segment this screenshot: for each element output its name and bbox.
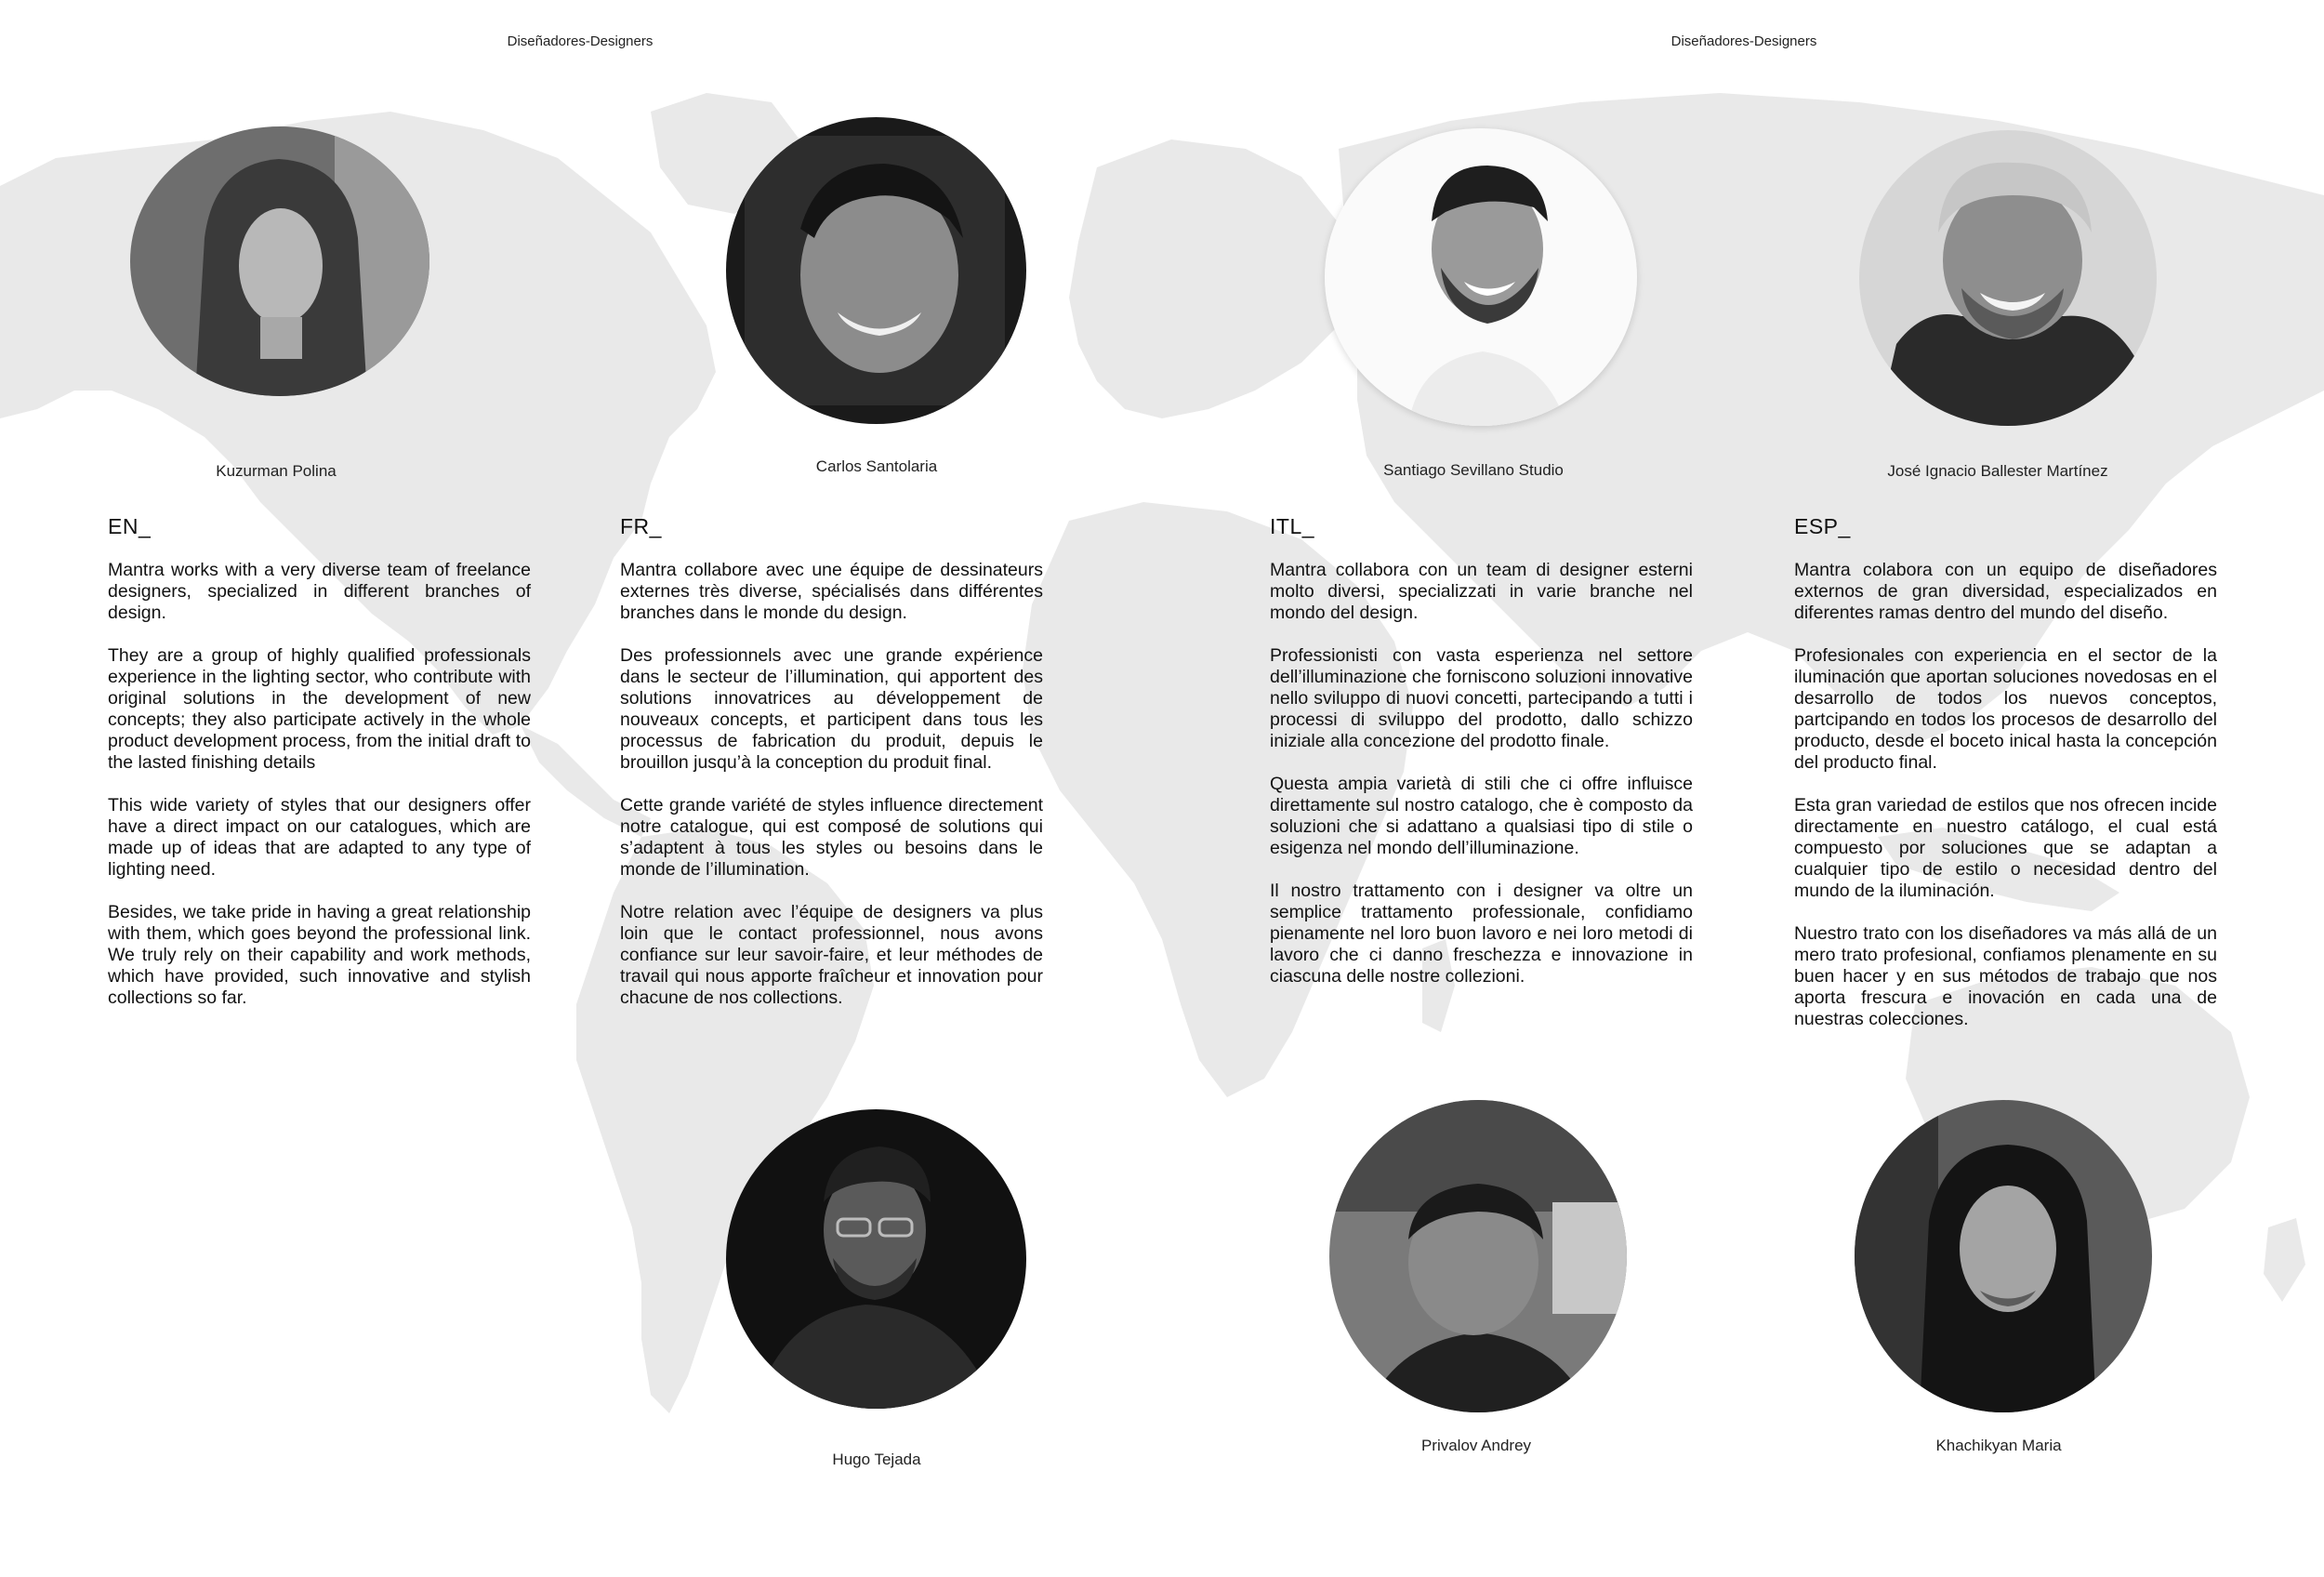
- section-heading-fr: FR_: [620, 514, 662, 538]
- designer-photo-santiago-sevillano: [1325, 128, 1637, 426]
- designer-name-khachikyan-maria: Khachikyan Maria: [1935, 1437, 2062, 1454]
- section-heading-esp: ESP_: [1794, 514, 1851, 538]
- paragraph: Besides, we take pride in having a great relationship with them, which goes beyond the professional link. We truly rely on their capability and work methods, which have provided, such innovative and stylish collections so far.: [108, 902, 531, 1008]
- designer-name-kuzurman-polina: Kuzurman Polina: [216, 462, 337, 480]
- paragraph: Mantra collabore avec une équipe de dessinateurs externes très diverse, spécialisés dans différentes branches dans le monde du design.: [620, 560, 1043, 623]
- designer-photo-hugo-tejada: [726, 1109, 1026, 1409]
- paragraph: Profesionales con experiencia en el sector de la iluminación que aportan soluciones novedosas en el desarrollo de todos los nuevos conceptos, partcipando en todos los procesos de desarrollo del producto, desde el boceto inical hasta la concepción del producto final.: [1794, 645, 2217, 773]
- paragraph: Questa ampia varietà di stili che ci offre influisce direttamente sul nostro catalogo, che è composto da soluzioni che si adattano a qualsiasi tipo di stile o esigenza nel mondo dell’illuminazione.: [1270, 774, 1693, 858]
- designer-name-privalov-andrey: Privalov Andrey: [1420, 1437, 1532, 1454]
- paragraph: Des professionnels avec une grande expérience dans le secteur de l’illumination, qui apportent des solutions innovatrices au développement de nouveaux concepts, et participent dans tous les processus de fabrication du produit, depuis le brouillon jusqu’à la conception du produit final.: [620, 645, 1043, 773]
- designer-photo-jose-ignacio-ballester: [1859, 130, 2157, 426]
- paragraph: Nuestro trato con los diseñadores va más allá de un mero trato profesional, confiamos plenamente en su buen hacer y en sus métodos de trabajo que nos aporta frescura e inovación en cada una de nuestras colecciones.: [1794, 923, 2217, 1029]
- paragraph: Mantra colabora con un equipo de diseñadores externos de gran diversidad, especializados en diferentes ramas dentro del mundo del diseño.: [1794, 560, 2217, 623]
- paragraph: Cette grande variété de styles influence directement notre catalogue, qui est composé de solutions qui s’adaptent à tous les styles ou besoins dans le monde de l’illumination.: [620, 795, 1043, 880]
- designer-name-carlos-santolaria: Carlos Santolaria: [815, 457, 938, 475]
- section-heading-itl: ITL_: [1270, 514, 1315, 538]
- page-header-left: Diseñadores-Designers: [507, 33, 654, 49]
- designer-name-hugo-tejada: Hugo Tejada: [832, 1451, 921, 1468]
- paragraph: This wide variety of styles that our designers offer have a direct impact on our catalogues, which are made up of ideas that are adapted to any type of lighting need.: [108, 795, 531, 880]
- section-fr: [620, 514, 1043, 1030]
- designer-photo-khachikyan-maria: [1855, 1100, 2152, 1412]
- paragraph: They are a group of highly qualified professionals experience in the lighting sector, who contribute with original solutions in the development of new concepts; they also participate actively in the whole product development process, from the initial draft to the lasted finishing details: [108, 645, 531, 773]
- designer-name-santiago-sevillano: Santiago Sevillano Studio: [1383, 461, 1564, 479]
- section-heading-en: EN_: [108, 514, 152, 538]
- designer-photo-privalov-andrey: [1329, 1100, 1627, 1412]
- page-header-right: Diseñadores-Designers: [1670, 33, 1817, 49]
- section-itl: [1270, 514, 1693, 1009]
- designer-photo-carlos-santolaria: [726, 117, 1026, 424]
- paragraph: Mantra works with a very diverse team of freelance designers, specialized in different branches of design.: [108, 560, 531, 623]
- paragraph: Notre relation avec l’équipe de designers va plus loin que le contact professionnel, nous avons confiance sur leur savoir-faire, et leur méthodes de travail qui nous apporte fraîcheur et innovation pour chacune de nos collections.: [620, 902, 1043, 1008]
- paragraph: Esta gran variedad de estilos que nos ofrecen incide directamente en nuestro catálogo, el cual está compuesto por soluciones que se adaptan a cualquier tipo de estilo o necesidad dentro del mundo de la iluminación.: [1794, 795, 2217, 901]
- section-en: [108, 514, 531, 1030]
- paragraph: Mantra collabora con un team di designer esterni molto diversi, specializzati in varie branche nel mondo del design.: [1270, 560, 1693, 623]
- designer-name-jose-ignacio-ballester: José Ignacio Ballester Martínez: [1887, 462, 2108, 480]
- section-esp: [1794, 514, 2217, 1052]
- paragraph: Il nostro trattamento con i designer va oltre un semplice trattamento professionale, confidiamo pienamente nel loro buon lavoro e nei loro metodi di lavoro che ci danno freschezza e innovazione in ciascuna delle nostre collezioni.: [1270, 881, 1693, 987]
- paragraph: Professionisti con vasta esperienza nel settore dell’illuminazione che forniscono soluzioni innovative nello sviluppo di nuovi concetti, partecipando a tutti i processi di sviluppo del prodotto, dallo schizzo iniziale alla concezione del prodotto finale.: [1270, 645, 1693, 751]
- designer-photo-kuzurman-polina: [130, 126, 429, 396]
